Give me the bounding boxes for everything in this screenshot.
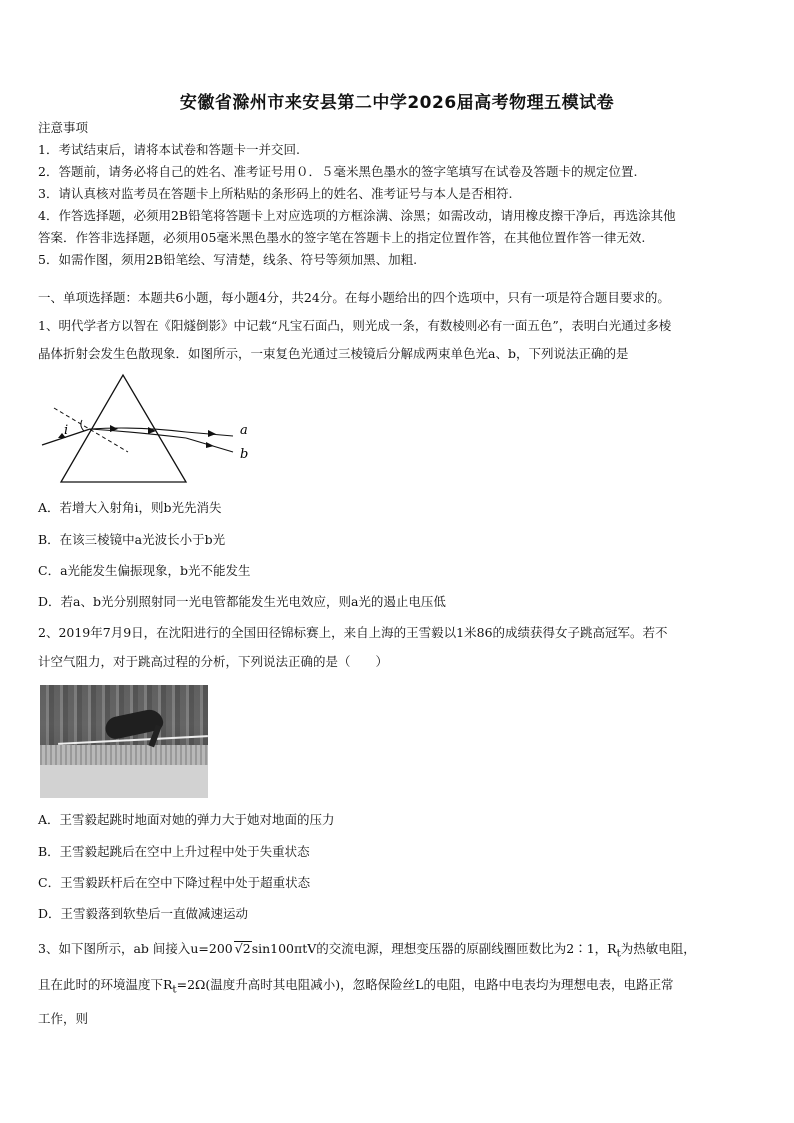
label-i: i <box>64 423 69 438</box>
q1-option-c: C．a光能发生偏振现象，b光不能发生 <box>38 563 251 578</box>
q2-stem-line2: 计空气阻力，对于跳高过程的分析，下列说法正确的是（ ） <box>38 654 389 669</box>
q2-option-c: C．王雪毅跃杆后在空中下降过程中处于超重状态 <box>38 875 311 890</box>
photo-mat <box>40 765 208 798</box>
q1-stem-line2: 晶体折射会发生色散现象．如图所示，一束复色光通过三棱镜后分解成两束单色光a、b，下列说法正确的是 <box>38 346 629 361</box>
q2-stem-line1: 2、2019年7月9日，在沈阳进行的全国田径锦标赛上，来自上海的王雪毅以1米86的成绩获得女子跳高冠军。若不 <box>38 625 668 640</box>
section-heading: 一、单项选择题：本题共6小题，每小题4分，共24分。在每小题给出的四个选项中，只有一项是符合题目要求的。 <box>38 290 670 305</box>
q1-stem-line1: 1、明代学者方以智在《阳燧倒影》中记载“凡宝石面凸，则光成一条，有数棱则必有一面五色”，表明白光通过多棱 <box>38 318 672 333</box>
notice-item-3: 3．请认真核对监考员在答题卡上所粘贴的条形码上的姓名、准考证号与本人是否相符. <box>38 186 513 201</box>
exit-arrow-b <box>206 442 214 448</box>
q1-option-d: D．若a、b光分别照射同一光电管都能发生光电效应，则a光的遏止电压低 <box>38 594 446 609</box>
q1-option-a: A．若增大入射角i，则b光先消失 <box>38 500 222 515</box>
label-b: b <box>240 447 249 462</box>
q3-stem-line3: 工作，则 <box>38 1011 89 1026</box>
q2-option-b: B．王雪毅起跳后在空中上升过程中处于失重状态 <box>38 844 310 859</box>
q3-line2-part-a: 且在此时的环境温度下R <box>38 977 173 992</box>
sqrt-radicand: 2 <box>242 941 251 956</box>
angle-arc <box>81 420 84 431</box>
high-jump-photo <box>40 685 208 798</box>
notice-heading: 注意事项 <box>38 120 89 135</box>
q2-option-a: A．王雪毅起跳时地面对她的弹力大于她对地面的压力 <box>38 812 335 827</box>
q3-line2-part-b: =2Ω(温度升高时其电阻减小)，忽略保险丝L的电阻，电路中电表均为理想电表，电路正常 <box>176 977 674 992</box>
q1-option-b: B．在该三棱镜中a光波长小于b光 <box>38 532 226 547</box>
notice-item-2: 2．答题前，请务必将自己的姓名、准考证号用０．５毫米黑色墨水的签字笔填写在试卷及答题卡的规定位置. <box>38 164 638 179</box>
prism-diagram <box>36 372 266 488</box>
notice-item-4-cont: 答案．作答非选择题，必须用05毫米黑色墨水的签字笔在答题卡上的指定位置作答，在其他位置作答一律无效. <box>38 230 646 245</box>
notice-item-1: 1．考试结束后，请将本试卷和答题卡一并交回. <box>38 142 300 157</box>
exam-title: 安徽省滁州市来安县第二中学2026届高考物理五模试卷 <box>179 93 615 113</box>
q2-option-d: D．王雪毅落到软垫后一直做减速运动 <box>38 906 249 921</box>
q3-line1-part-c: 为热敏电阻， <box>620 941 696 956</box>
exit-arrow-a <box>208 430 216 437</box>
q3-stem-line2 <box>38 977 758 998</box>
q3-line1-part-b: sin100πtV的交流电源，理想变压器的原副线圈匝数比为2∶1，R <box>251 941 617 956</box>
notice-item-5: 5．如需作图，须用2B铅笔绘、写清楚，线条、符号等须加黑、加粗. <box>38 252 418 267</box>
q3-line1-sub: t <box>616 947 621 960</box>
sqrt-symbol: √2 <box>234 941 251 956</box>
q3-line2-sub: t <box>172 983 177 996</box>
label-a: a <box>240 423 248 438</box>
photo-net <box>40 745 208 765</box>
q3-stem-line1 <box>38 941 758 962</box>
q3-line1-part-a: 3、如下图所示，ab 间接入u=200 <box>38 941 233 956</box>
notice-item-4: 4．作答选择题，必须用2B铅笔将答题卡上对应选项的方框涂满、涂黑；如需改动，请用橡皮擦干净后，再选涂其他 <box>38 208 676 223</box>
